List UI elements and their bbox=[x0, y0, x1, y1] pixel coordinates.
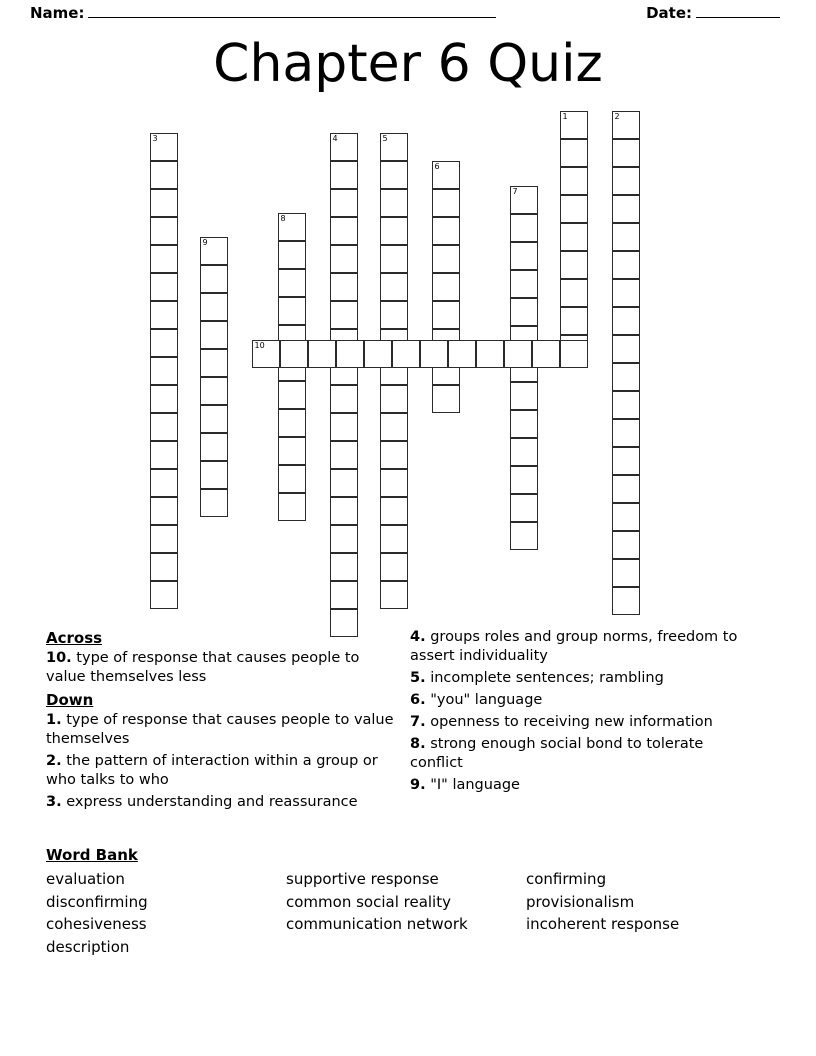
crossword-cell[interactable] bbox=[330, 525, 358, 553]
crossword-cell[interactable] bbox=[278, 241, 306, 269]
crossword-cell[interactable] bbox=[432, 161, 460, 189]
word-bank-heading: Word Bank bbox=[46, 846, 138, 864]
crossword-cell[interactable] bbox=[330, 301, 358, 329]
crossword-cell[interactable] bbox=[420, 340, 448, 368]
crossword-cell[interactable] bbox=[612, 167, 640, 195]
crossword-cell[interactable] bbox=[330, 413, 358, 441]
crossword-cell-number: 4 bbox=[332, 134, 338, 143]
crossword-cell-number: 10 bbox=[254, 341, 265, 350]
crossword-cell[interactable] bbox=[380, 385, 408, 413]
clues-column-right bbox=[410, 628, 760, 798]
clue-number: 5. bbox=[410, 670, 426, 686]
crossword-cell[interactable] bbox=[200, 489, 228, 517]
clue-down-2[interactable] bbox=[46, 752, 396, 790]
crossword-cell[interactable] bbox=[364, 340, 392, 368]
crossword-cell[interactable] bbox=[278, 269, 306, 297]
crossword-cell[interactable] bbox=[330, 441, 358, 469]
clue-number: 2. bbox=[46, 753, 62, 769]
crossword-cell[interactable] bbox=[330, 217, 358, 245]
word-bank-item: communication network bbox=[286, 915, 468, 933]
crossword-cell[interactable] bbox=[612, 139, 640, 167]
crossword-cell[interactable] bbox=[504, 340, 532, 368]
crossword-cell[interactable] bbox=[200, 461, 228, 489]
crossword-cell[interactable] bbox=[612, 279, 640, 307]
clue-down-6[interactable] bbox=[410, 691, 760, 710]
date-label: Date: bbox=[646, 4, 692, 22]
clue-down-1[interactable] bbox=[46, 711, 396, 749]
crossword-cell[interactable] bbox=[200, 405, 228, 433]
crossword-cell[interactable] bbox=[380, 441, 408, 469]
crossword-cell[interactable] bbox=[560, 307, 588, 335]
down-heading: Down bbox=[46, 691, 94, 709]
crossword-cell[interactable] bbox=[150, 245, 178, 273]
crossword-cell[interactable] bbox=[380, 581, 408, 609]
word-bank-item bbox=[286, 936, 526, 959]
page-title: Chapter 6 Quiz bbox=[213, 34, 603, 94]
crossword-cell[interactable] bbox=[278, 297, 306, 325]
crossword-cell[interactable] bbox=[200, 237, 228, 265]
crossword-cell[interactable] bbox=[612, 419, 640, 447]
crossword-cell[interactable] bbox=[510, 522, 538, 550]
crossword-cell[interactable] bbox=[612, 587, 640, 615]
clue-number: 6. bbox=[410, 692, 426, 708]
crossword-cell[interactable] bbox=[150, 441, 178, 469]
word-bank-item: cohesiveness bbox=[46, 915, 147, 933]
crossword-cell[interactable] bbox=[510, 410, 538, 438]
word-bank-item: confirming bbox=[526, 870, 607, 888]
crossword-cell[interactable] bbox=[280, 340, 308, 368]
crossword-cell[interactable] bbox=[380, 133, 408, 161]
crossword-cell[interactable] bbox=[510, 466, 538, 494]
clue-text: "you" language bbox=[430, 692, 543, 708]
crossword-cell-number: 7 bbox=[512, 187, 518, 196]
crossword-cell[interactable] bbox=[380, 189, 408, 217]
crossword-cell[interactable] bbox=[560, 111, 588, 139]
crossword-cell[interactable] bbox=[432, 301, 460, 329]
crossword-cell[interactable] bbox=[612, 111, 640, 139]
clue-text: the pattern of interaction within a group or who talks to who bbox=[46, 753, 378, 788]
clues-column-left bbox=[46, 628, 396, 815]
crossword-cell[interactable] bbox=[612, 475, 640, 503]
crossword-cell[interactable] bbox=[150, 357, 178, 385]
clue-text: "I" language bbox=[430, 777, 520, 793]
crossword-cell[interactable] bbox=[560, 251, 588, 279]
clue-text: incomplete sentences; rambling bbox=[430, 670, 664, 686]
crossword-cell[interactable] bbox=[612, 307, 640, 335]
crossword-cell[interactable] bbox=[150, 273, 178, 301]
word-bank-grid bbox=[46, 868, 766, 958]
crossword-cell[interactable] bbox=[380, 161, 408, 189]
clue-down-9[interactable] bbox=[410, 776, 760, 795]
name-label: Name: bbox=[30, 4, 85, 22]
crossword-cell[interactable] bbox=[510, 438, 538, 466]
crossword-cell[interactable] bbox=[380, 469, 408, 497]
crossword-cell[interactable] bbox=[150, 217, 178, 245]
crossword-cell[interactable] bbox=[560, 223, 588, 251]
word-bank-item: supportive response bbox=[286, 870, 439, 888]
word-bank bbox=[46, 845, 766, 958]
crossword-cell[interactable] bbox=[510, 214, 538, 242]
crossword-cell[interactable] bbox=[278, 381, 306, 409]
crossword-cell[interactable] bbox=[532, 340, 560, 368]
crossword-cell[interactable] bbox=[278, 493, 306, 521]
crossword-cell[interactable] bbox=[330, 245, 358, 273]
crossword-cell[interactable] bbox=[510, 494, 538, 522]
crossword-cell[interactable] bbox=[380, 553, 408, 581]
crossword-cell[interactable] bbox=[150, 133, 178, 161]
crossword-cell[interactable] bbox=[150, 329, 178, 357]
crossword-cell[interactable] bbox=[200, 377, 228, 405]
crossword-cell[interactable] bbox=[612, 195, 640, 223]
clue-text: strong enough social bond to tolerate conflict bbox=[410, 736, 704, 771]
crossword-cell[interactable] bbox=[392, 340, 420, 368]
clue-number: 10. bbox=[46, 650, 72, 666]
crossword-cell[interactable] bbox=[612, 503, 640, 531]
crossword-cell[interactable] bbox=[278, 213, 306, 241]
crossword-cell[interactable] bbox=[380, 525, 408, 553]
word-bank-item: evaluation bbox=[46, 870, 125, 888]
clue-number: 9. bbox=[410, 777, 426, 793]
crossword-cell[interactable] bbox=[380, 497, 408, 525]
crossword-cell[interactable] bbox=[380, 413, 408, 441]
crossword-cell[interactable] bbox=[432, 273, 460, 301]
crossword-cell[interactable] bbox=[612, 391, 640, 419]
crossword-cell[interactable] bbox=[380, 301, 408, 329]
crossword-cell[interactable] bbox=[612, 251, 640, 279]
clue-text: express understanding and reassurance bbox=[66, 794, 358, 810]
crossword-cell[interactable] bbox=[476, 340, 504, 368]
clue-number: 4. bbox=[410, 629, 426, 645]
crossword-cell[interactable] bbox=[150, 385, 178, 413]
crossword-cell[interactable] bbox=[560, 139, 588, 167]
clue-across-10[interactable] bbox=[46, 649, 396, 687]
clue-text: type of response that causes people to value themselves bbox=[46, 712, 394, 747]
crossword-cell[interactable] bbox=[278, 409, 306, 437]
crossword-cell-number: 5 bbox=[382, 134, 388, 143]
crossword-cell[interactable] bbox=[612, 447, 640, 475]
crossword-cell[interactable] bbox=[200, 293, 228, 321]
clue-text: type of response that causes people to value themselves less bbox=[46, 650, 360, 685]
across-heading: Across bbox=[46, 629, 103, 647]
word-bank-item: incoherent response bbox=[526, 915, 680, 933]
crossword-cell[interactable] bbox=[150, 553, 178, 581]
clue-down-5[interactable] bbox=[410, 669, 760, 688]
crossword-cell[interactable] bbox=[150, 413, 178, 441]
crossword-cell-number: 3 bbox=[152, 134, 158, 143]
crossword-cell[interactable] bbox=[278, 437, 306, 465]
word-bank-item: description bbox=[46, 937, 130, 956]
clue-text: openness to receiving new information bbox=[430, 714, 713, 730]
clue-number: 1. bbox=[46, 712, 62, 728]
crossword-cell[interactable] bbox=[432, 245, 460, 273]
crossword-cell-number: 6 bbox=[434, 162, 440, 171]
crossword-cell[interactable] bbox=[510, 242, 538, 270]
crossword-cell[interactable] bbox=[510, 298, 538, 326]
crossword-cell-number: 2 bbox=[614, 112, 620, 121]
crossword-cell[interactable] bbox=[200, 349, 228, 377]
crossword-cell[interactable] bbox=[448, 340, 476, 368]
crossword-cell[interactable] bbox=[252, 340, 280, 368]
crossword-cell[interactable] bbox=[612, 559, 640, 587]
clue-down-4[interactable] bbox=[410, 628, 760, 666]
crossword-cell[interactable] bbox=[510, 382, 538, 410]
crossword-cell[interactable] bbox=[330, 133, 358, 161]
crossword-cell[interactable] bbox=[330, 385, 358, 413]
crossword-cell[interactable] bbox=[612, 363, 640, 391]
crossword-cell[interactable] bbox=[380, 217, 408, 245]
crossword-cell[interactable] bbox=[380, 273, 408, 301]
crossword-cell[interactable] bbox=[308, 340, 336, 368]
crossword-cell-number: 9 bbox=[202, 238, 208, 247]
crossword-cell[interactable] bbox=[150, 161, 178, 189]
clue-number: 7. bbox=[410, 714, 426, 730]
crossword-cell[interactable] bbox=[336, 340, 364, 368]
crossword-cell[interactable] bbox=[560, 167, 588, 195]
crossword-cell-number: 8 bbox=[280, 214, 286, 223]
crossword-cell[interactable] bbox=[560, 340, 588, 368]
clue-down-3[interactable] bbox=[46, 793, 396, 812]
crossword-cell[interactable] bbox=[150, 581, 178, 609]
clue-number: 8. bbox=[410, 736, 426, 752]
clue-number: 3. bbox=[46, 794, 62, 810]
crossword-cell[interactable] bbox=[560, 195, 588, 223]
crossword-cell[interactable] bbox=[432, 385, 460, 413]
clues-section bbox=[0, 628, 816, 838]
clue-text: groups roles and group norms, freedom to assert individuality bbox=[410, 629, 738, 664]
crossword-cell[interactable] bbox=[510, 186, 538, 214]
crossword-cell[interactable] bbox=[150, 189, 178, 217]
word-bank-item: common social reality bbox=[286, 892, 451, 911]
crossword-cell[interactable] bbox=[200, 321, 228, 349]
crossword-cell[interactable] bbox=[150, 301, 178, 329]
crossword-cell[interactable] bbox=[560, 279, 588, 307]
crossword-cell[interactable] bbox=[330, 273, 358, 301]
crossword-cell[interactable] bbox=[432, 217, 460, 245]
crossword-cell[interactable] bbox=[150, 525, 178, 553]
clue-down-8[interactable] bbox=[410, 735, 760, 773]
crossword-cell[interactable] bbox=[330, 189, 358, 217]
clue-down-7[interactable] bbox=[410, 713, 760, 732]
crossword-cell[interactable] bbox=[200, 433, 228, 461]
crossword-cell[interactable] bbox=[612, 223, 640, 251]
crossword-cell[interactable] bbox=[612, 335, 640, 363]
crossword-cell[interactable] bbox=[330, 553, 358, 581]
crossword-cell[interactable] bbox=[432, 189, 460, 217]
crossword-cell[interactable] bbox=[612, 531, 640, 559]
crossword-cell[interactable] bbox=[150, 497, 178, 525]
word-bank-item: provisionalism bbox=[526, 892, 635, 911]
crossword-cell[interactable] bbox=[330, 497, 358, 525]
crossword-cell[interactable] bbox=[380, 245, 408, 273]
crossword-cell[interactable] bbox=[200, 265, 228, 293]
crossword-cell[interactable] bbox=[510, 270, 538, 298]
crossword-cell[interactable] bbox=[330, 161, 358, 189]
word-bank-item: disconfirming bbox=[46, 892, 148, 911]
crossword-cell-number: 1 bbox=[562, 112, 568, 121]
crossword-cell[interactable] bbox=[278, 465, 306, 493]
word-bank-item bbox=[526, 936, 766, 959]
crossword-cell[interactable] bbox=[330, 469, 358, 497]
crossword-cell[interactable] bbox=[150, 469, 178, 497]
crossword-cell[interactable] bbox=[330, 581, 358, 609]
